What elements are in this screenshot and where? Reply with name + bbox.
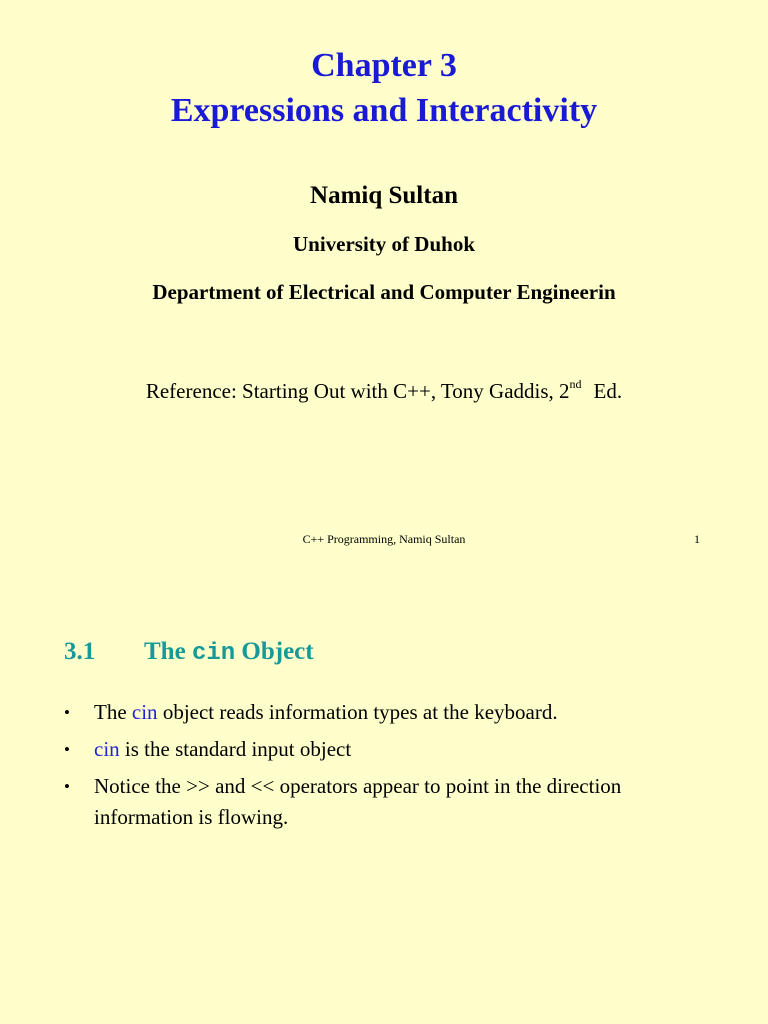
- list-item: [64, 771, 704, 833]
- heading-text-before: The: [144, 638, 192, 665]
- bullet-text-before: Notice the >> and << operators appear to point in the direction information is flowing.: [94, 774, 622, 829]
- bullet-icon: •: [64, 740, 70, 759]
- section-heading: [64, 635, 314, 671]
- bullet-list: [64, 697, 704, 839]
- chapter-title: Chapter 3: [311, 47, 457, 84]
- bullet-keyword: cin: [94, 737, 120, 761]
- bullet-text-before: The: [94, 700, 132, 724]
- bullet-keyword: cin: [131, 700, 158, 724]
- reference-edition: Ed.: [593, 379, 623, 403]
- bullet-icon: •: [64, 703, 70, 722]
- bullet-icon: •: [64, 777, 70, 796]
- chapter-subtitle: Expressions and Interactivity: [170, 92, 598, 129]
- university-name: University of Duhok: [292, 232, 476, 256]
- list-item: [64, 697, 704, 728]
- heading-text-after: Object: [235, 638, 314, 665]
- reference-superscript: nd: [569, 377, 582, 391]
- heading-code: cin: [191, 640, 236, 667]
- page-number: 1: [694, 532, 700, 546]
- bullet-text-after: is the standard input object: [119, 737, 352, 761]
- bullet-text-after: object reads information types at the keyboard.: [157, 700, 558, 724]
- section-number: 3.1: [64, 638, 96, 665]
- department-name: Department of Electrical and Computer Engineerin: [152, 280, 616, 304]
- content-slide: [0, 576, 768, 1024]
- author-name: Namiq Sultan: [310, 182, 458, 209]
- list-item: [64, 734, 704, 765]
- reference-line: [0, 372, 768, 405]
- slide-footer: C++ Programming, Namiq Sultan: [302, 532, 466, 546]
- reference-text: Reference: Starting Out with C++, Tony Gaddis, 2: [145, 379, 570, 403]
